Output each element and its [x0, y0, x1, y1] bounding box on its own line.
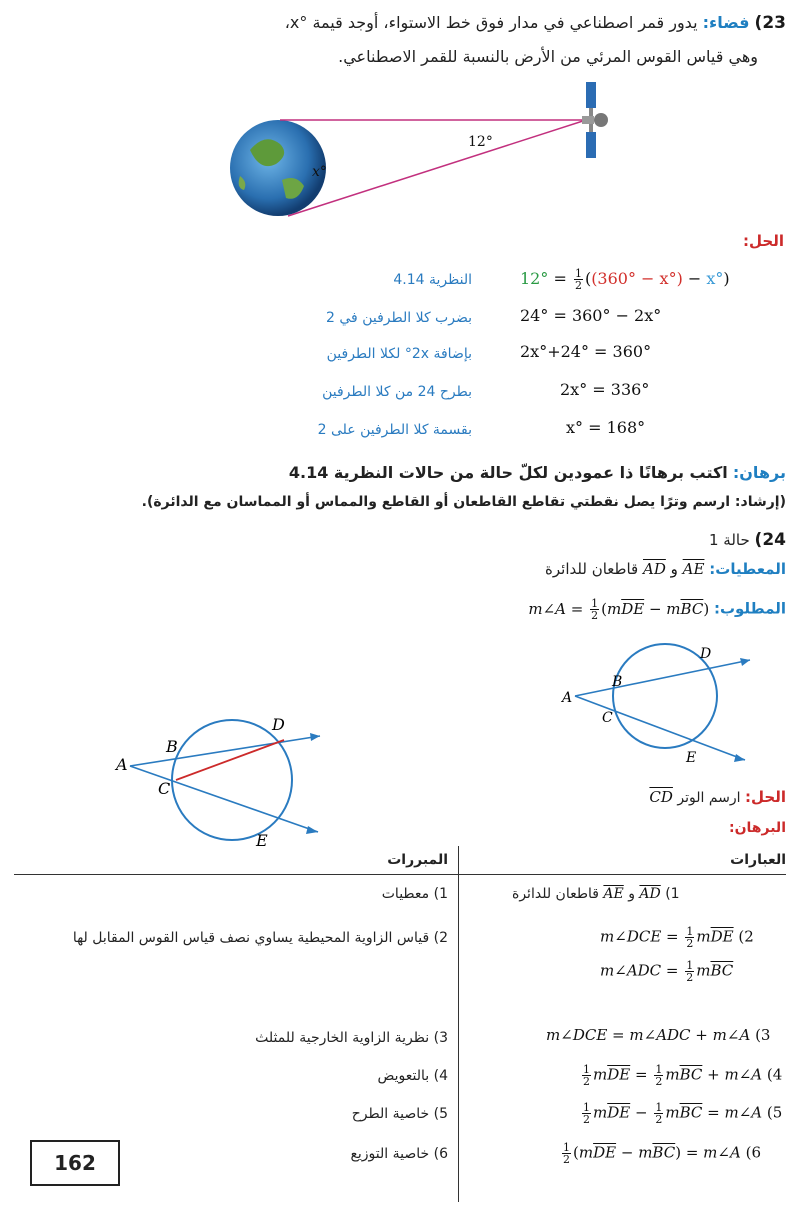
proof-text: اكتب برهانًا ذا عمودين لكلّ حالة من حالات النظرية 4.14: [288, 463, 728, 482]
svg-text:D: D: [700, 646, 712, 662]
reason-6: 6) خاصية التوزيع: [350, 1146, 448, 1162]
table-column-divider: [458, 846, 459, 1202]
header-statements: العبارات: [730, 852, 786, 868]
svg-text:E: E: [256, 831, 268, 850]
svg-text:C: C: [602, 710, 613, 726]
statement-6: $\frac{1}{2}$ $(m\overline{DE} - m\overline{BC})$ = m∠A (6: [563, 1141, 761, 1166]
step-2-reason: بضرب كلا الطرفين في 2: [326, 310, 472, 326]
given-line: المعطيات: $\overline{AE}$ و $\overline{AD}$ قاطعان للدائرة: [545, 560, 786, 578]
reason-4: 4) بالتعويض: [377, 1068, 448, 1084]
step-4-math: 2x° = 336°: [560, 380, 650, 399]
question-24-number: 24): [754, 530, 786, 550]
question-topic: فضاء:: [702, 13, 750, 32]
question-number: 23): [754, 13, 786, 33]
step-1-math: 12° = $\frac{1}{2}$ ((360° − x°) − x°): [520, 267, 730, 292]
reason-3: 3) نظرية الزاوية الخارجية للمثلث: [255, 1030, 448, 1046]
given-label: المعطيات:: [709, 560, 786, 578]
proof-head: برهان:: [732, 463, 786, 482]
reason-1: 1) معطيات: [381, 886, 448, 902]
svg-text:B: B: [166, 737, 178, 756]
step-2-math: 24° = 360° − 2x°: [520, 306, 662, 325]
secants-figure-with-chord: [100, 700, 340, 860]
arc-label: x°: [312, 164, 327, 180]
svg-text:A: A: [562, 690, 573, 706]
page-number: 162: [30, 1140, 120, 1186]
solution24-line: [649, 788, 786, 806]
solution-title: الحل:: [743, 232, 784, 250]
case-label: حالة 1: [708, 531, 750, 549]
step-5-reason: بقسمة كلا الطرفين على 2: [317, 422, 472, 438]
reason-5: 5) خاصية الطرح: [351, 1106, 448, 1122]
statement-3: m∠DCE = m∠ADC + m∠A (3: [546, 1026, 771, 1044]
svg-text:B: B: [612, 674, 623, 690]
table-header-rule: [14, 874, 786, 875]
statement-1: قاطعان للدائرة $\overline{AE}$ و $\overline{AD}$ (1: [512, 886, 680, 902]
case-line: [709, 530, 786, 550]
prove-line: المطلوب: m∠A = $\frac{1}{2}$ $(m\overline{DE} - m\overline{BC})$: [528, 597, 786, 622]
proof-hint: (إرشاد: ارسم وترًا يصل نقطتي تقاطع القاطعان أو القاطع والمماس أو المماسان مع الدائرة).: [141, 494, 786, 510]
statement-2a: m∠DCE = $\frac{1}{2}$ $m\overline{DE}$ (2: [600, 925, 754, 950]
svg-text:C: C: [158, 779, 171, 798]
svg-text:D: D: [272, 715, 285, 734]
proof-instruction: [16, 458, 786, 488]
angle-label: 12°: [468, 134, 493, 150]
statement-2b: m∠ADC = $\frac{1}{2}$ $m\overline{BC}$: [600, 959, 734, 984]
statement-5: $\frac{1}{2}$ $m\overline{DE}$ − $\frac{1}{2}$ $m\overline{BC}$ = m∠A (5: [583, 1101, 783, 1126]
chord-cd: [176, 740, 284, 780]
step-1-reason: النظرية 4.14: [393, 272, 472, 288]
question-text-line2: وهي قياس القوس المرئي من الأرض بالنسبة للقمر الاصطناعي.: [338, 47, 758, 66]
svg-text:E: E: [686, 750, 697, 766]
chord-label: $\overline{CD}$: [649, 788, 673, 806]
tangent-line-bottom: [288, 120, 586, 216]
reason-2: 2) قياس الزاوية المحيطية يساوي نصف قياس القوس المقابل لها: [72, 930, 448, 946]
earth-satellite-figure: [220, 80, 640, 220]
header-reasons: المبررات: [387, 852, 448, 868]
step-4-reason: بطرح 24 من كلا الطرفين: [322, 384, 472, 400]
svg-text:A: A: [116, 755, 128, 774]
statement-4: $\frac{1}{2}$ $m\overline{DE}$ = $\frac{1}{2}$ $m\overline{BC}$ + m∠A (4: [583, 1063, 783, 1088]
solution24-title: الحل:: [745, 788, 786, 806]
question-text-line1: يدور قمر اصطناعي في مدار فوق خط الاستواء، أوجد قيمة °x،: [284, 13, 698, 32]
secants-figure-small: [550, 630, 770, 770]
satellite-icon: [582, 82, 608, 158]
step-5-math: x° = 168°: [566, 418, 646, 437]
step-3-math: 2x°+24° = 360°: [520, 342, 652, 361]
proof-title: البرهان:: [729, 820, 786, 836]
draw-chord-text: ارسم الوتر: [677, 790, 741, 806]
prove-label: المطلوب:: [713, 599, 786, 618]
question-23: [26, 8, 786, 38]
step-3-reason: بإضافة 2x° لكلا الطرفين: [326, 346, 472, 362]
given-text: قاطعان للدائرة: [545, 560, 639, 578]
